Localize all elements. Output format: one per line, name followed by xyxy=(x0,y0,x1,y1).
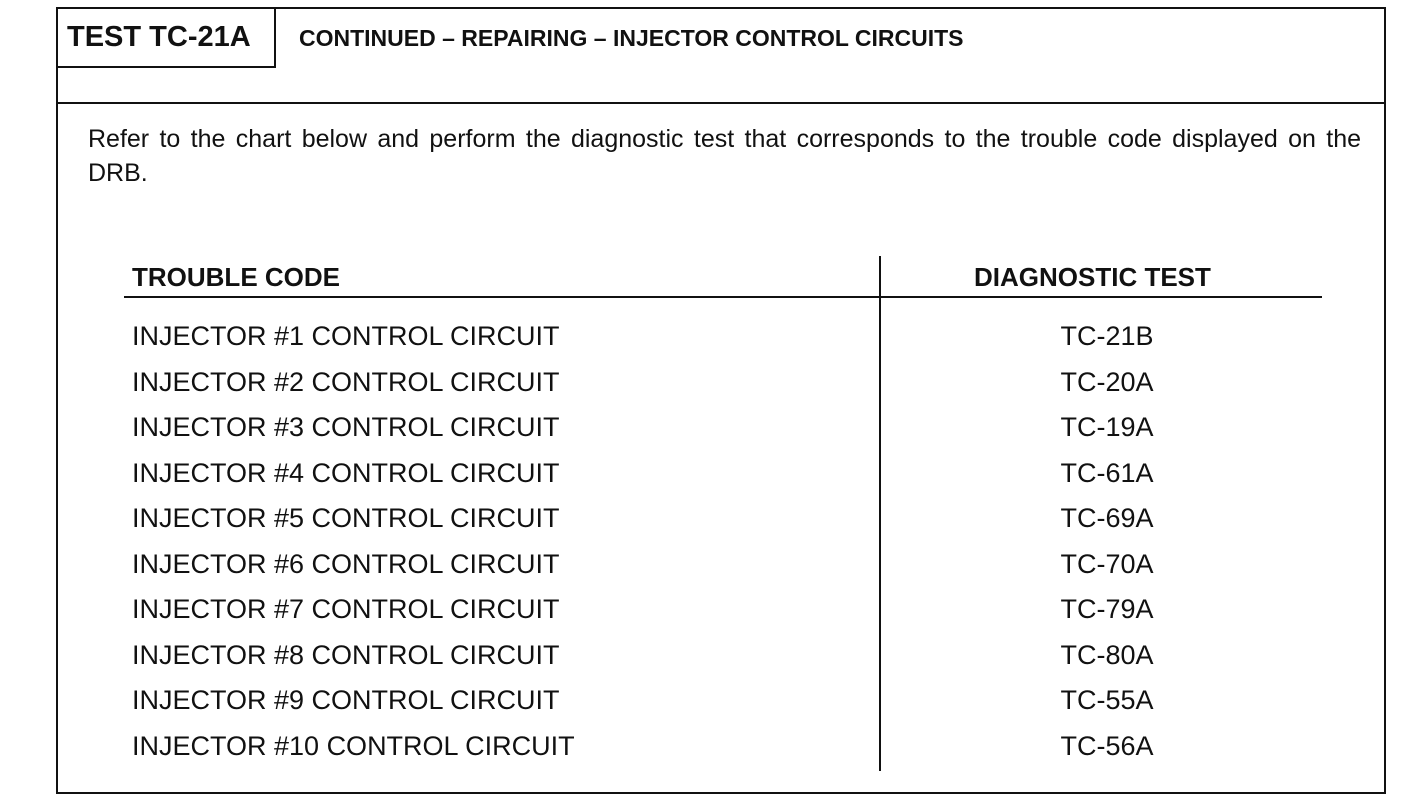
diagnostic-test-cell: TC-70A xyxy=(1060,548,1154,579)
diagnostic-test-cell: TC-79A xyxy=(1060,594,1154,624)
table-body xyxy=(58,314,1384,769)
trouble-code-cell: INJECTOR #5 CONTROL CIRCUIT xyxy=(132,503,560,533)
trouble-code-cell: INJECTOR #2 CONTROL CIRCUIT xyxy=(132,366,560,397)
trouble-code-cell: INJECTOR #3 CONTROL CIRCUIT xyxy=(132,412,560,442)
trouble-code-cell: INJECTOR #1 CONTROL CIRCUIT xyxy=(132,321,560,351)
diagnostic-test-cell: TC-61A xyxy=(1060,457,1154,488)
intro-text: Refer to the chart below and perform the diagnostic test that corresponds to the trouble code displayed on the DRB. xyxy=(88,125,1361,187)
table-row xyxy=(58,587,1384,633)
table-row xyxy=(58,542,1384,588)
table-row xyxy=(58,496,1384,542)
table-row xyxy=(58,405,1384,451)
diagnostic-test-cell: TC-19A xyxy=(1060,412,1154,442)
trouble-code-cell: INJECTOR #6 CONTROL CIRCUIT xyxy=(132,548,560,579)
header-title: CONTINUED – REPAIRING – INJECTOR CONTROL CIRCUITS xyxy=(299,25,964,51)
table-row xyxy=(58,360,1384,406)
table-row xyxy=(58,678,1384,724)
table-row xyxy=(58,451,1384,497)
test-id: TEST TC-21A xyxy=(67,21,251,53)
trouble-code-cell: INJECTOR #4 CONTROL CIRCUIT xyxy=(132,457,560,488)
header-divider xyxy=(58,102,1384,104)
trouble-code-cell: INJECTOR #8 CONTROL CIRCUIT xyxy=(132,639,560,670)
table-header-rule xyxy=(124,296,1322,298)
table-row xyxy=(58,724,1384,770)
table-row xyxy=(58,314,1384,360)
diagnostic-test-cell: TC-20A xyxy=(1060,366,1154,397)
diagnostic-test-cell: TC-55A xyxy=(1060,685,1154,715)
trouble-code-cell: INJECTOR #10 CONTROL CIRCUIT xyxy=(132,730,575,761)
column-header-trouble-code: TROUBLE CODE xyxy=(132,262,340,292)
page-frame xyxy=(56,7,1386,794)
trouble-code-cell: INJECTOR #7 CONTROL CIRCUIT xyxy=(132,594,560,624)
diagnostic-test-cell: TC-56A xyxy=(1060,730,1154,761)
test-id-box xyxy=(58,9,276,68)
column-header-diagnostic-test: DIAGNOSTIC TEST xyxy=(974,262,1211,292)
diagnostic-test-cell: TC-21B xyxy=(1060,321,1154,351)
diagnostic-test-cell: TC-69A xyxy=(1060,503,1154,533)
trouble-code-cell: INJECTOR #9 CONTROL CIRCUIT xyxy=(132,685,560,715)
diagnostic-test-cell: TC-80A xyxy=(1060,639,1154,670)
table-row xyxy=(58,633,1384,679)
